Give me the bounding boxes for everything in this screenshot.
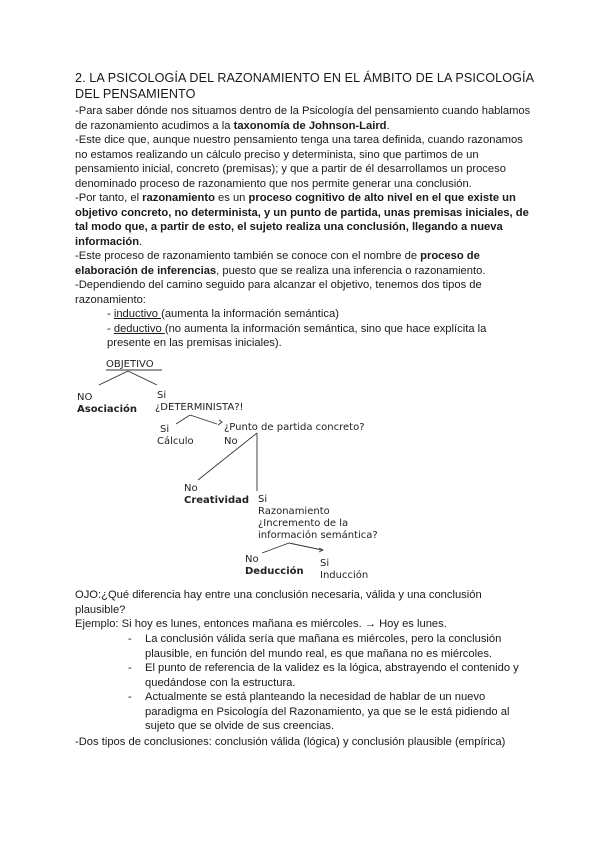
p1-line1: -Para saber dónde nos situamos dentro de la Psicología del pensamiento cuando hablamos bbox=[75, 105, 531, 117]
bullet-2-line1: El punto de referencia de la validez es la lógica, abstrayendo el contenido y bbox=[145, 662, 519, 674]
p2-line2: no estamos realizando un cálculo preciso y determinista, sino que partimos de un bbox=[75, 148, 479, 161]
final-line: -Dos tipos de conclusiones: conclusión válida (lógica) y conclusión plausible (empírica) bbox=[75, 736, 506, 748]
p3-line4: información. bbox=[75, 235, 143, 248]
node-asociacion: Asociación bbox=[77, 404, 138, 415]
node-punto-partida: ¿Punto de partida concreto? bbox=[224, 422, 365, 433]
bullet-3-line1: Actualmente se está planteando la necesidad de hablar de un nuevo bbox=[145, 691, 486, 703]
type-inductive: - inductivo (aumenta la información semántica) bbox=[107, 308, 339, 320]
type-deductive: - deductivo (no aumenta la información semántica, sino que hace explícita la bbox=[107, 322, 487, 335]
p1-line2: de razonamiento acudimos a la taxonomía de Johnson-Laird. bbox=[75, 119, 390, 132]
example-line: Ejemplo: Si hoy es lunes, entonces mañana es miércoles. → Hoy es lunes. bbox=[75, 618, 447, 630]
p4-line2: elaboración de inferencias, puesto que se realiza una inferencia o razonamiento. bbox=[75, 264, 486, 277]
p3-line3: tal modo que, a partir de esto, el sujeto realiza una conclusión, llegando a nueva bbox=[75, 221, 503, 233]
node-calculo: Cálculo bbox=[157, 436, 194, 447]
node-creatividad: Creatividad bbox=[184, 495, 250, 506]
p5-line2: razonamiento: bbox=[75, 293, 146, 306]
p2-line1: -Este dice que, aunque nuestro pensamiento tenga una tarea definida, cuando razonamos bbox=[75, 134, 523, 146]
node-no-3: No bbox=[184, 483, 198, 494]
p5-line1: -Dependiendo del camino seguido para alcanzar el objetivo, tenemos dos tipos de bbox=[75, 279, 482, 291]
p4-line1: -Este proceso de razonamiento también se conoce con el nombre de proceso de bbox=[75, 250, 480, 262]
bullet-2-dash: - bbox=[128, 662, 132, 674]
section-heading-line1: 2. LA PSICOLOGÍA DEL RAZONAMIENTO EN EL ÁMBITO DE LA PSICOLOGÍA bbox=[75, 71, 535, 85]
bullet-1-dash: - bbox=[128, 633, 132, 645]
node-deduccion: Deducción bbox=[245, 566, 304, 577]
node-determinista: ¿DETERMINISTA?! bbox=[155, 402, 244, 413]
node-induccion: Inducción bbox=[320, 570, 369, 581]
node-si-4: Si bbox=[320, 558, 330, 569]
node-no-1: NO bbox=[77, 392, 93, 403]
ojo-line1: OJO:¿Qué diferencia hay entre una conclusión necesaria, válida y una conclusión bbox=[75, 589, 482, 601]
node-incremento-2: información semántica? bbox=[258, 530, 378, 541]
ojo-line2: plausible? bbox=[75, 603, 126, 616]
p3-line2: objetivo concreto, no determinista, y un punto de partida, unas premisas iniciales, de bbox=[75, 206, 529, 219]
bullet-1-line1: La conclusión válida sería que mañana es miércoles, pero la conclusión bbox=[145, 633, 502, 645]
p2-line4: denominado proceso de razonamiento que nos permite generar una conclusión. bbox=[75, 177, 472, 190]
bullet-3-dash: - bbox=[128, 691, 132, 703]
p3-line1: -Por tanto, el razonamiento es un proceso cognitivo de alto nivel en el que existe un bbox=[75, 192, 516, 204]
bullet-3-line2: paradigma en Psicología del Razonamiento, ya que se le está pidiendo al bbox=[145, 705, 510, 718]
node-razonamiento: Razonamiento bbox=[258, 506, 330, 517]
node-no-2: No bbox=[224, 436, 238, 447]
type-deductive-line2: presente en las premisas iniciales). bbox=[107, 337, 282, 349]
node-si-1: Si bbox=[157, 390, 167, 401]
term-johnson-laird: taxonomía de Johnson-Laird bbox=[233, 119, 387, 132]
node-objetivo: OBJETIVO bbox=[106, 359, 154, 370]
p2-line3: pensamiento inicial, concreto (premisas); y que a partir de él desarrollamos un proceso bbox=[75, 163, 506, 175]
node-si-3: Si bbox=[258, 494, 268, 505]
bullet-1-line2: plausible, en función del mundo real, es que mañana no es miércoles. bbox=[145, 647, 493, 660]
node-no-4: No bbox=[245, 554, 259, 565]
bullet-2-line2: quedándose con la estructura. bbox=[145, 676, 296, 689]
bullet-3-line3: sujeto que se olvide de sus creencias. bbox=[145, 720, 335, 732]
node-incremento-1: ¿Incremento de la bbox=[258, 518, 349, 529]
section-heading-line2: DEL PENSAMIENTO bbox=[75, 87, 196, 101]
node-si-2: Si bbox=[160, 424, 170, 435]
